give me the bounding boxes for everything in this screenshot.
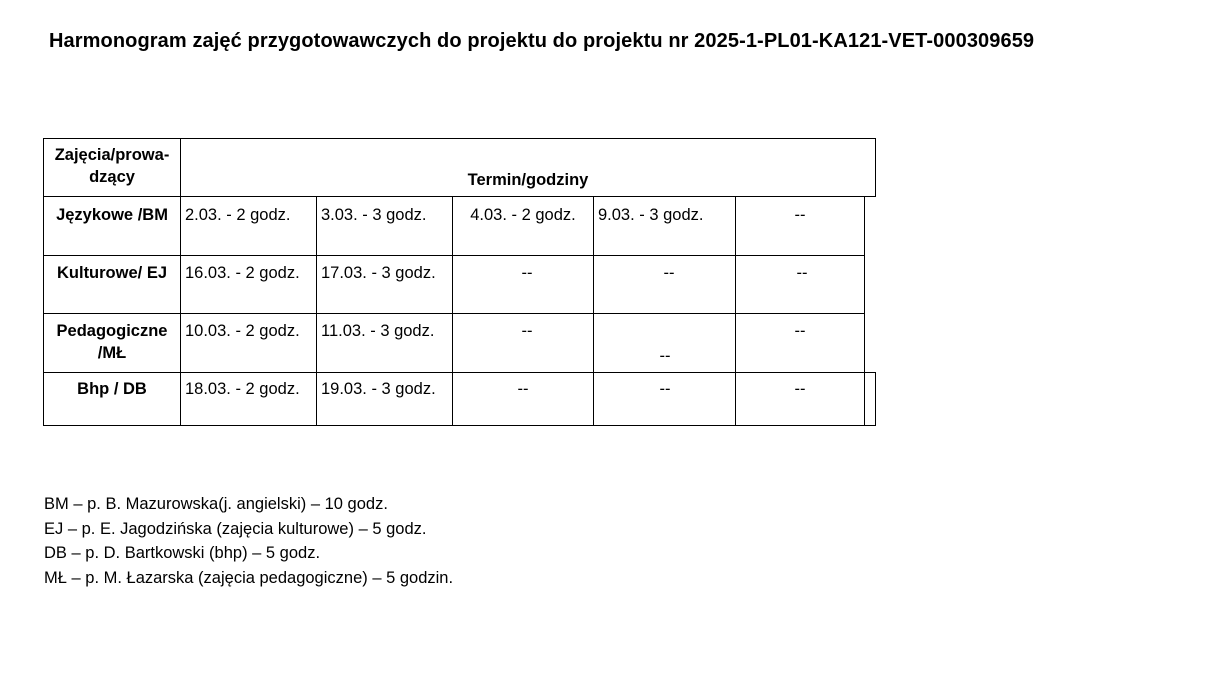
row-label-line2: /MŁ (97, 344, 127, 362)
row-label-bhp: Bhp / DB (77, 380, 147, 398)
table-cell: -- (794, 322, 806, 340)
table-cell: 19.03. - 3 godz. (321, 380, 436, 398)
table-cell: -- (517, 380, 529, 398)
table-cell: 17.03. - 3 godz. (321, 264, 436, 282)
legend-item: EJ – p. E. Jagodzińska (zajęcia kulturowe) – 5 godz. (44, 519, 427, 538)
header-first-column-line2: dzący (89, 168, 135, 186)
table-cell: -- (794, 380, 806, 398)
row-label-line1: Pedagogiczne (56, 322, 168, 340)
header-first-column (44, 144, 180, 188)
table-cell: -- (521, 264, 533, 282)
header-first-column-line1: Zajęcia/prowa- (54, 146, 170, 164)
row-label-kulturowe: Kulturowe/ EJ (56, 264, 167, 282)
table-cell: -- (663, 264, 675, 282)
legend-item: BM – p. B. Mazurowska(j. angielski) – 10 godz. (44, 495, 388, 513)
table-cell: -- (796, 264, 808, 282)
table-cell: 4.03. - 2 godz. (470, 206, 576, 224)
table-cell: -- (794, 206, 806, 224)
legend-item: MŁ – p. M. Łazarska (zajęcia pedagogiczne) – 5 godzin. (44, 568, 454, 587)
legend-item: DB – p. D. Bartkowski (bhp) – 5 godz. (44, 544, 321, 562)
table-cell: -- (659, 380, 671, 398)
table-cell: 3.03. - 3 godz. (321, 206, 427, 224)
header-termin-godziny: Termin/godziny (467, 171, 589, 189)
row-label-pedagogiczne (44, 320, 180, 364)
table-cell: -- (521, 322, 533, 340)
table-cell: -- (659, 347, 671, 365)
table-cell: 16.03. - 2 godz. (185, 264, 300, 282)
table-cell: 2.03. - 2 godz. (185, 206, 291, 224)
table-cell: 9.03. - 3 godz. (598, 206, 704, 224)
table-cell: 10.03. - 2 godz. (185, 322, 300, 340)
document-title: Harmonogram zajęć przygotowawczych do projektu do projektu nr 2025-1-PL01-KA121-VET-000309659 (49, 30, 1035, 52)
table-cell: 11.03. - 3 godz. (321, 322, 435, 340)
row-label-jezykowe: Językowe /BM (56, 206, 168, 224)
instructor-legend (44, 492, 453, 590)
table-cell: 18.03. - 2 godz. (185, 380, 300, 398)
